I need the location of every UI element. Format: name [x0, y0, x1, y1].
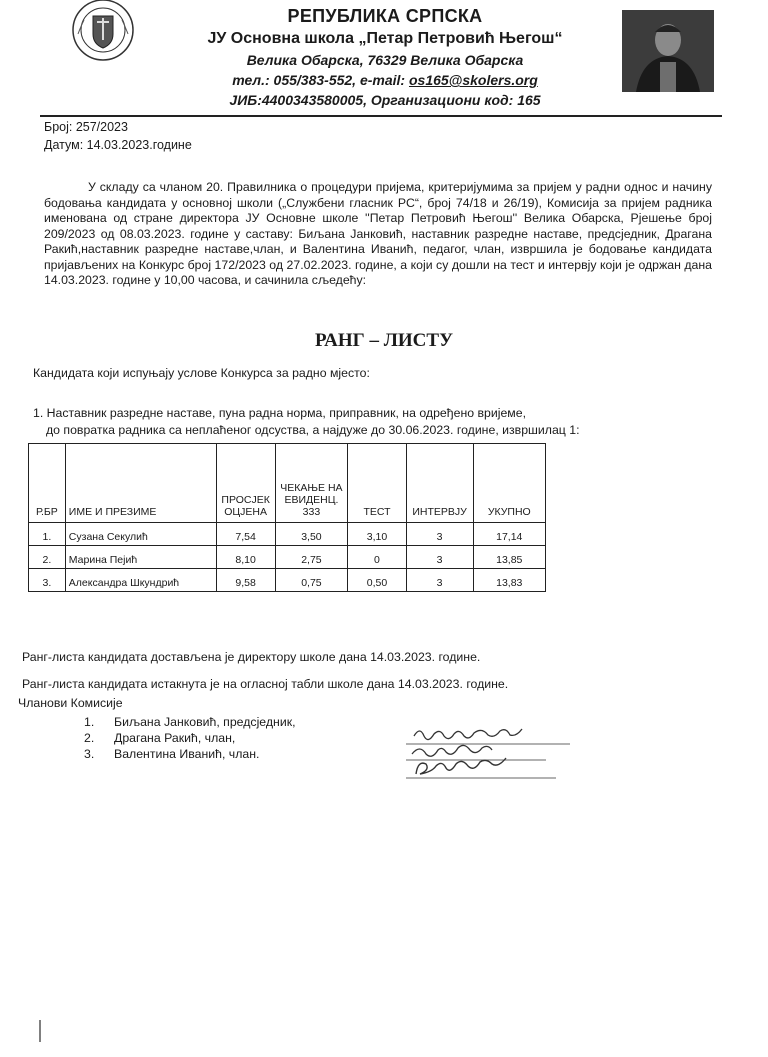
cell-waiting: 0,75: [275, 569, 348, 592]
school-contact: [150, 72, 620, 88]
list-item: [84, 730, 296, 746]
cell-test: 3,10: [348, 523, 406, 546]
cell-total: 17,14: [473, 523, 545, 546]
body-paragraph: У складу са чланом 20. Правилника о процедури пријема, критеријумима за пријем у радни однос и начину бодовања кандидата у основној школи („Службени гласник РС“, број 74/18 и 26/19), Комисија за пријем радника именована од стране директора ЈУ Основне школе ''Петар Петровић Његош'' Велика Обарска, Рјешење број 209/2023 од 08.03.2023. године у саставу: Биљана Јанковић, наставник разредне наставе, предсједник, Драгана Ракић,наставник разредне наставе,члан, и Валентина Иванић, педагог, члан, извршила је бодовање кандидата пријављених на Конкурс број 172/2023 од 27.02.2023. године, а који су дошли на тест и интервју који је одржан дана 14.03.2023. године у 10,00 часова, и сачинила сљедећу:: [44, 180, 712, 287]
header-test: ТЕСТ: [348, 444, 406, 523]
position-line-2: до повратка радника са неплаћеног одсуства, а најдуже до 30.06.2023. године, извршилац 1:: [46, 423, 580, 437]
header-interview: ИНТЕРВЈУ: [406, 444, 473, 523]
ranking-table: [28, 443, 546, 592]
member-number: 1.: [84, 715, 95, 729]
member-number: 2.: [84, 731, 95, 745]
republic-crest-seal-icon: [62, 0, 144, 70]
members-title: Чланови Комисије: [18, 696, 123, 710]
cell-name: Сузана Секулић: [65, 523, 216, 546]
email-link[interactable]: os165@skolers.org: [408, 72, 538, 88]
cell-rb: 2.: [29, 546, 66, 569]
position-line-1: 1. Наставник разредне наставе, пуна радна норма, приправник, на одређено вријеме,: [33, 406, 527, 420]
cell-rb: 1.: [29, 523, 66, 546]
header-name: ИМЕ И ПРЕЗИМЕ: [65, 444, 216, 523]
table-row: [29, 523, 546, 546]
footer-delivered: Ранг-листа кандидата достављена је директору школе дана 14.03.2023. године.: [22, 650, 481, 664]
member-number: 3.: [84, 747, 95, 761]
list-item: [84, 746, 296, 762]
table-row: [29, 546, 546, 569]
rank-list-title: РАНГ – ЛИСТУ: [314, 330, 454, 351]
document-number: Број: 257/2023: [44, 120, 128, 134]
handwritten-signatures: [404, 722, 574, 782]
cell-average: 7,54: [216, 523, 275, 546]
cell-test: 0: [348, 546, 406, 569]
school-address: Велика Обарска, 76329 Велика Обарска: [246, 52, 524, 68]
member-text: Валентина Иванић, члан.: [114, 747, 260, 761]
cell-average: 9,58: [216, 569, 275, 592]
cell-test: 0,50: [348, 569, 406, 592]
cell-waiting: 2,75: [275, 546, 348, 569]
footer-posted: Ранг-листа кандидата истакнута је на огласној табли школе дана 14.03.2023. године.: [22, 677, 509, 691]
school-ids: ЈИБ:4400343580005, Организациони код: 165: [229, 92, 541, 108]
header-rb: Р.БР: [29, 444, 66, 523]
candidates-intro: Кандидата који испуњају услове Конкурса за радно мјесто:: [33, 366, 370, 380]
cell-waiting: 3,50: [275, 523, 348, 546]
table-row: [29, 569, 546, 592]
cell-interview: 3: [406, 546, 473, 569]
republic-title: РЕПУБЛИКА СРПСКА: [287, 6, 483, 26]
cell-interview: 3: [406, 569, 473, 592]
member-text: Драгана Ракић, члан,: [114, 731, 236, 745]
member-text: Биљана Јанковић, предсједник,: [114, 715, 296, 729]
header-divider: [40, 115, 722, 117]
body-text: [44, 180, 712, 289]
cell-average: 8,10: [216, 546, 275, 569]
cell-total: 13,85: [473, 546, 545, 569]
contact-phone: тел.: 055/383-552, e-mail:: [232, 72, 409, 88]
header-total: УКУПНО: [473, 444, 545, 523]
school-name: ЈУ Основна школа „Петар Петровић Његош“: [207, 30, 563, 47]
margin-mark: [38, 1020, 42, 1042]
table-header-row: [29, 444, 546, 523]
list-item: [84, 714, 296, 730]
cell-total: 13,83: [473, 569, 545, 592]
document-date: Датум: 14.03.2023.године: [44, 138, 192, 152]
cell-interview: 3: [406, 523, 473, 546]
portrait-photo: [622, 10, 714, 92]
header-average: ПРОСЈЕК ОЦЈЕНА: [216, 444, 275, 523]
members-list: [84, 714, 296, 762]
cell-name: Александра Шкундрић: [65, 569, 216, 592]
cell-rb: 3.: [29, 569, 66, 592]
cell-name: Марина Пејић: [65, 546, 216, 569]
header-waiting: ЧЕКАЊЕ НА ЕВИДЕНЦ. 333: [275, 444, 348, 523]
